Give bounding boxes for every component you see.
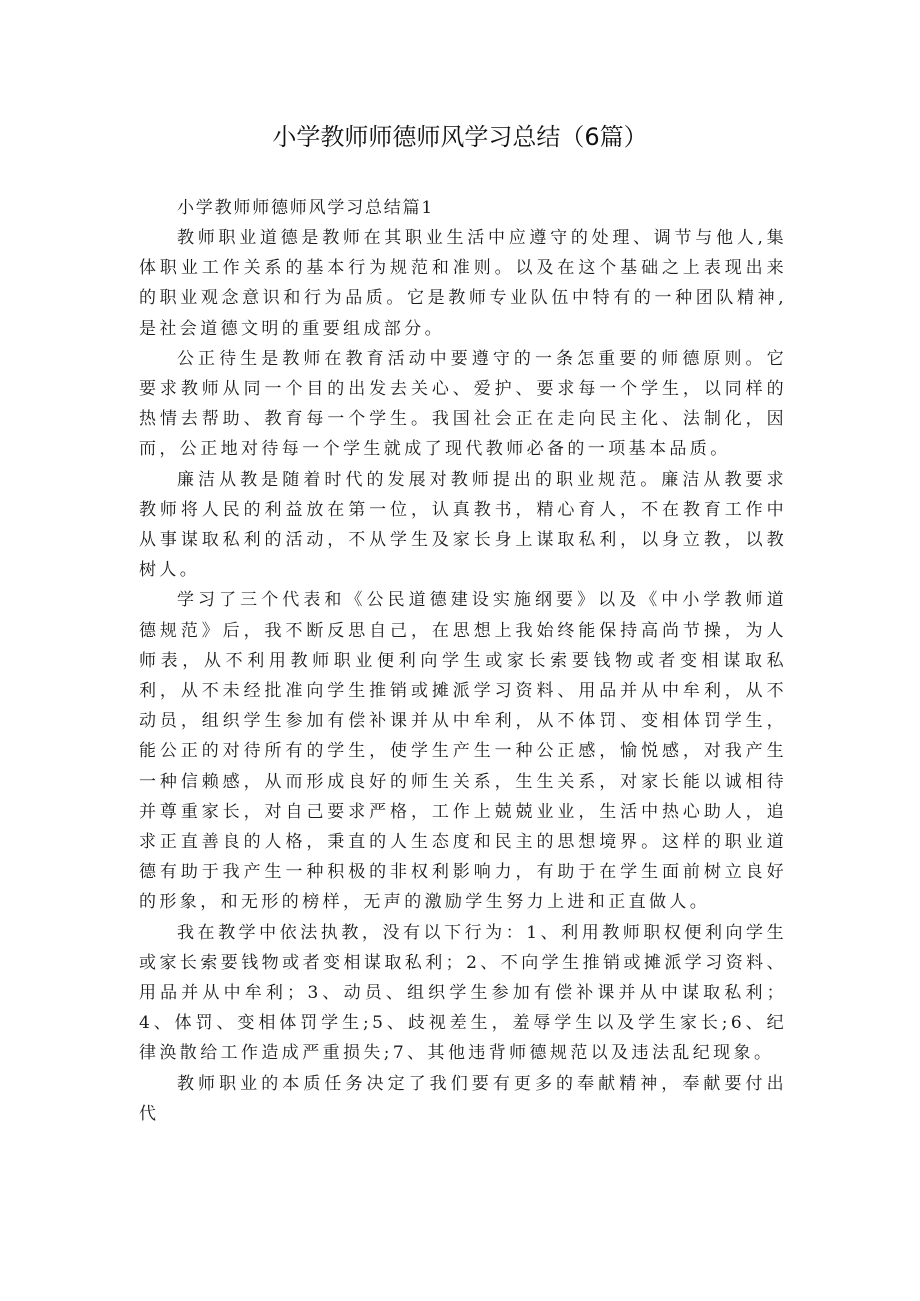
paragraph-4: 学习了三个代表和《公民道德建设实施纲要》以及《中小学教师道德规范》后，我不断反思自己，在思想上我始终能保持高尚节操，为人师表，从不利用教师职业便利向学生或家长索要钱物或者变相谋取私利，从不未经批准向学生推销或摊派学习资料、用品并从中牟利，从不动员，组织学生参加有偿补课并从中牟利，从不体罚、变相体罚学生，能公正的对待所有的学生，使学生产生一种公正感，愉悦感，对我产生一种信赖感，从而形成良好的师生关系，生生关系，对家长能以诚相待并尊重家长，对自己要求严格，工作上兢兢业业，生活中热心助人，追求正直善良的人格，秉直的人生态度和民主的思想境界。这样的职业道德有助于我产生一种积极的非权利影响力，有助于在学生面前树立良好的形象，和无形的榜样，无声的激励学生努力上进和正直做人。 [139, 590, 787, 913]
paragraph-5: 我在教学中依法执教，没有以下行为：1、利用教师职权便利向学生或家长索要钱物或者变相谋取私利；2、不向学生推销或摊派学习资料、用品并从中牟利；3、动员、组织学生参加有偿补课并从中谋取私利；4、体罚、变相体罚学生;5、歧视差生，羞辱学生以及学生家长;6、纪律涣散给工作造成严重损失;7、其他违背师德规范以及违法乱纪现象。 [139, 922, 787, 1064]
paragraph-3: 廉洁从教是随着时代的发展对教师提出的职业规范。廉洁从教要求教师将人民的利益放在第一位，认真教书，精心育人，不在教育工作中从事谋取私利的活动，不从学生及家长身上谋取私利，以身立教，以教树人。 [139, 469, 787, 581]
document-title: 小学教师师德师风学习总结（6篇） [272, 123, 648, 151]
document-body [139, 193, 787, 1129]
paragraph-1: 教师职业道德是教师在其职业生活中应遵守的处理、调节与他人,集体职业工作关系的基本行为规范和准则。以及在这个基础之上表现出来的职业观念意识和行为品质。它是教师专业队伍中特有的一种团队精神,是社会道德文明的重要组成部分。 [139, 228, 787, 339]
section-heading: 小学教师师德师风学习总结篇1 [177, 198, 435, 218]
paragraph-6: 教师职业的本质任务决定了我们要有更多的奉献精神，奉献要付出代 [139, 1073, 787, 1124]
paragraph-2: 公正待生是教师在教育活动中要遵守的一条怎重要的师德原则。它要求教师从同一个目的出发去关心、爱护、要求每一个学生，以同样的热情去帮助、教育每一个学生。我国社会正在走向民主化、法制化，因而，公正地对待每一个学生就成了现代教师必备的一项基本品质。 [139, 348, 787, 460]
